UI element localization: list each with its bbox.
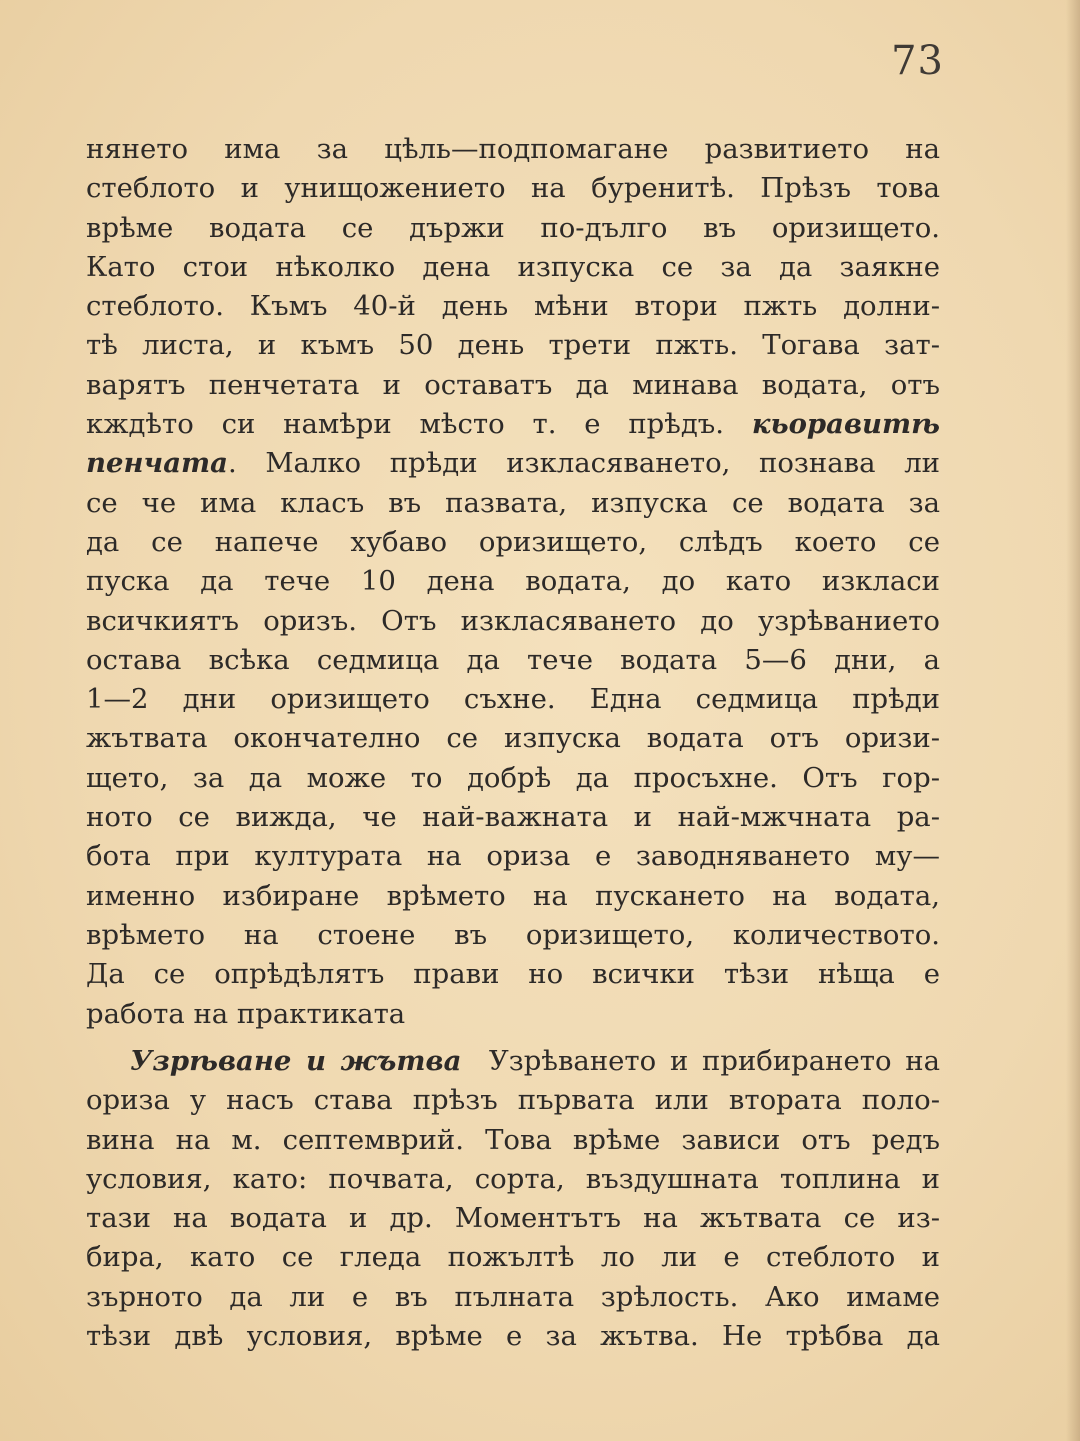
page-number: 73	[891, 38, 944, 84]
text-line: работа на практиката	[86, 997, 406, 1030]
text-line: да се напече хубаво оризището, слѣдъ което се	[86, 525, 940, 558]
italic-term: пенчата	[86, 447, 228, 480]
text-line: нянето има за цѣль—подпомагане развитието на	[86, 133, 940, 165]
text-line-with-heading	[86, 1042, 940, 1081]
text-line: ното се вижда, че най-важната и най-мжчната ра-	[86, 801, 940, 834]
text-line-with-italic: кждѣто си намѣри мѣсто т. е прѣдъ. кьоравитѣ	[86, 408, 940, 441]
paragraph-2	[86, 1042, 940, 1356]
text-line: Като стои нѣколко дена изпуска се за да заякне	[86, 250, 940, 283]
italic-term: кьоравитѣ	[751, 408, 940, 441]
text-line: бота при културата на ориза е заводняването му—	[86, 840, 940, 873]
text-line: вина на м. септемврий. Това врѣме зависи отъ редъ	[86, 1123, 940, 1156]
section-heading: Узрѣване и жътва	[130, 1045, 462, 1077]
text-line: именно избиране врѣмето на пускането на водата,	[86, 879, 940, 912]
text-line: пуска да тече 10 дена водата, до като изкласи	[86, 565, 940, 598]
text-line: Да се опрѣдѣлятъ прави но всички тѣзи нѣща е	[86, 958, 940, 991]
text-line: стеблото. Къмъ 40-й день мѣни втори пжть долни-	[86, 290, 940, 323]
text-line: варятъ пенчетата и оставатъ да минава водата, отъ	[86, 368, 940, 401]
text-segment: Узрѣването и прибирането на	[488, 1045, 940, 1077]
text-line: тѣзи двѣ условия, врѣме е за жътва. Не трѣбва да	[86, 1320, 940, 1353]
text-line: се че има класъ въ пазвата, изпуска се водата за	[86, 486, 940, 519]
text-line: бира, като се гледа пожълтѣ ло ли е стеблото и	[86, 1241, 940, 1274]
text-line: всичкиятъ оризъ. Отъ изкласяването до узрѣванието	[86, 604, 940, 637]
text-line-with-italic	[86, 444, 940, 483]
text-line: 1—2 дни оризището съхне. Една седмица прѣди	[86, 683, 940, 716]
text-line: врѣмето на стоене въ оризището, количеството.	[86, 918, 940, 951]
text-line: стеблото и унищожението на буренитѣ. Прѣзъ това	[86, 172, 940, 205]
paragraph-1	[86, 130, 940, 1034]
text-line: тази на водата и др. Моментътъ на жътвата се из-	[86, 1202, 940, 1235]
text-line: ориза у насъ става прѣзъ първата или втората поло-	[86, 1084, 940, 1117]
text-line: врѣме водата се държи по-дълго въ оризището.	[86, 211, 940, 244]
text-line: тѣ листа, и къмъ 50 день трети пжть. Тогава зат-	[86, 329, 940, 362]
text-segment: . Малко прѣди изкласяването, познава ли	[227, 447, 940, 480]
text-line: условия, като: почвата, сорта, въздушната топлина и	[86, 1162, 940, 1195]
text-line: жътвата окончателно се изпуска водата отъ оризи-	[86, 722, 940, 755]
text-segment: кждѣто си намѣри мѣсто т. е прѣдъ	[86, 408, 716, 441]
page-edge-shadow	[1066, 0, 1080, 1441]
text-line: остава всѣка седмица да тече водата 5—6 дни, а	[86, 643, 940, 676]
text-line: щето, за да може то добрѣ да просъхне. Отъ гор-	[86, 761, 940, 794]
text-line: зърното да ли е въ пълната зрѣлость. Ако имаме	[86, 1280, 940, 1313]
